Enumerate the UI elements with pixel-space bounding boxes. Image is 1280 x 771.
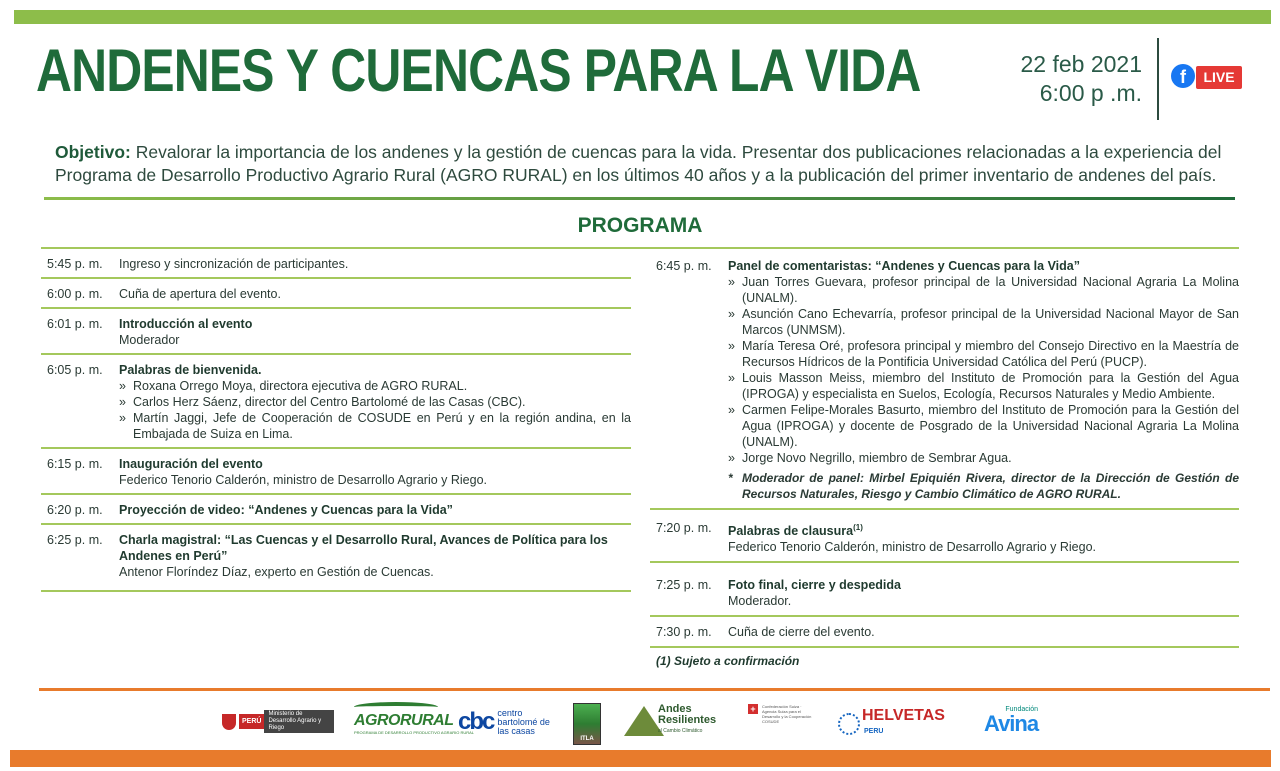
program-body: [119, 456, 631, 488]
andes-subtitle: al Cambio Climático: [658, 728, 703, 734]
program-heading-text: Inauguración del evento: [119, 457, 263, 471]
speaker-item: » Juan Torres Guevara, profesor principal de la Universidad Nacional Agraria La Molina (UNALM).: [728, 274, 1239, 306]
program-line: Moderador: [119, 333, 180, 347]
program-row: [41, 309, 631, 355]
program-body: [728, 577, 1239, 609]
program-line: Moderador.: [728, 594, 792, 609]
andes-resilientes-logo: [624, 704, 728, 737]
speaker-item: » Jorge Novo Negrillo, miembro de Sembrar Agua.: [728, 450, 1239, 466]
speaker-item: » Roxana Orrego Moya, directora ejecutiva de AGRO RURAL.: [119, 378, 631, 394]
program-row: [41, 355, 631, 449]
peru-shield-icon: [222, 714, 236, 730]
helvetas-country: PERU: [864, 728, 884, 735]
globe-icon: [838, 713, 860, 735]
program-heading-text: Charla magistral: “Las Cuencas y el Desarrollo Rural, Avances de Política para los Andenes en Perú”: [119, 533, 608, 563]
live-badge[interactable]: LIVE: [1196, 66, 1242, 89]
program-time: 6:15 p. m.: [47, 457, 103, 471]
program-heading: [728, 258, 1239, 274]
avina-name: Avina: [984, 711, 1039, 736]
event-time: 6:00 p .m.: [1039, 80, 1142, 106]
speaker-list: [119, 378, 631, 442]
program-heading: [119, 532, 631, 564]
event-date: 22 feb 2021: [1020, 51, 1142, 77]
bottom-orange-bar: [10, 750, 1271, 767]
objective-label: Objetivo:: [55, 142, 131, 162]
program-line: Cuña de apertura del evento.: [119, 287, 281, 301]
objective-paragraph: [55, 141, 1245, 187]
program-body: [119, 362, 631, 442]
itla-logo: [573, 703, 601, 745]
program-time: 7:30 p. m.: [656, 625, 712, 640]
program-body: [119, 256, 631, 272]
program-row: [41, 279, 631, 309]
program-line: Ingreso y sincronización de participantes.: [119, 257, 349, 271]
helvetas-text: [862, 708, 945, 740]
program-row: [41, 249, 631, 279]
cbc-mark: cbc: [458, 708, 494, 735]
program-heading-text: Panel de comentaristas: “Andenes y Cuencas para la Vida”: [728, 259, 1080, 273]
program-row: [650, 510, 1239, 563]
andes-text: [658, 704, 728, 737]
cbc-logo: [458, 708, 557, 736]
program-row: [650, 617, 1239, 648]
avina-fundacion: Fundación: [1005, 706, 1039, 713]
program-row: [41, 495, 631, 525]
program-heading: [119, 502, 631, 518]
program-line: Federico Tenorio Calderón, ministro de Desarrollo Agrario y Riego.: [119, 473, 487, 487]
agrorural-name: AGRORURAL: [354, 712, 454, 729]
program-heading: [728, 520, 1239, 539]
program-heading: [728, 577, 1239, 593]
facebook-icon[interactable]: f: [1171, 64, 1195, 88]
program-line: Cuña de cierre del evento.: [728, 625, 875, 640]
andes-name: Andes Resilientes: [658, 703, 717, 726]
cbc-text: centro bartolomé de las casas: [497, 707, 550, 736]
program-body: [119, 286, 631, 302]
top-green-bar: [14, 10, 1271, 24]
footnote-marker: (1): [853, 523, 863, 532]
helvetas-logo: [838, 708, 945, 740]
swiss-flag-icon: +: [748, 704, 758, 714]
speaker-item: » Carmen Felipe-Morales Basurto, miembro del Instituto de Promoción para la Gestión del Agua (IPROGA) y docente de Posgrado de la Universidad Nacional Agraria La Molina (UNALM).: [728, 402, 1239, 450]
program-left-column: [41, 249, 631, 592]
minagri-logo: [222, 710, 334, 733]
program-heading-text: Proyección de video: “Andenes y Cuencas para la Vida”: [119, 503, 453, 517]
program-row: [41, 449, 631, 495]
speaker-item: » Louis Masson Meiss, miembro del Instituto de Promoción para la Gestión del Agua (IPROGA) y especialista en Suelos, Ecología, Recursos Naturales y Medio Ambiente.: [728, 370, 1239, 402]
program-time: 6:00 p. m.: [47, 287, 103, 301]
program-body: [728, 258, 1239, 502]
event-datetime: [1020, 50, 1142, 108]
program-time: 6:01 p. m.: [47, 317, 103, 331]
program-heading: [119, 316, 631, 332]
program-heading: [119, 362, 631, 378]
moderator-note: * Moderador de panel: Mirbel Epiquién Rivera, director de la Dirección de Gestión de Recursos Naturales, Riesgo y Cambio Climático de AGRO RURAL.: [728, 470, 1239, 502]
program-body: [728, 624, 1239, 640]
cosude-logo: [748, 704, 814, 724]
program-body: [728, 520, 1239, 555]
program-time: 5:45 p. m.: [47, 257, 103, 271]
program-time: 7:25 p. m.: [656, 578, 712, 593]
footer-divider: [39, 688, 1270, 691]
program-line: Antenor Floríndez Díaz, experto en Gestión de Cuencas.: [119, 565, 434, 579]
program-heading-text: Palabras de clausura: [728, 524, 854, 539]
speaker-item: » Carlos Herz Sáenz, director del Centro Bartolomé de las Casas (CBC).: [119, 394, 631, 410]
objective-text: Revalorar la importancia de los andenes y la gestión de cuencas para la vida. Presentar dos publicaciones relacionadas a la experiencia del Programa de Desarrollo Productivo Agrario Rural (AGRO RURAL) en los últimos 40 años y a la publicación del primer inventario de andenes del país.: [55, 142, 1222, 185]
header-divider: [1157, 38, 1159, 120]
program-body: [119, 502, 631, 518]
program-heading-text: Palabras de bienvenida.: [119, 363, 262, 377]
agrorural-arc-icon: [354, 702, 438, 712]
program-time: 6:25 p. m.: [47, 533, 103, 547]
program-body: [119, 532, 631, 580]
speaker-list: [728, 274, 1239, 466]
program-body: [119, 316, 631, 348]
program-time: 7:20 p. m.: [656, 521, 712, 535]
cosude-text: Confederación Suiza · Agencia Suiza para el Desarrollo y la Cooperación COSUDE: [762, 704, 812, 724]
speaker-item: » Asunción Cano Echevarría, profesor principal de la Universidad Nacional Mayor de San Marcos (UNMSM).: [728, 306, 1239, 338]
program-heading-text: Introducción al evento: [119, 317, 253, 331]
sponsor-logos: [0, 700, 1280, 746]
program-heading-text: Foto final, cierre y despedida: [728, 578, 901, 593]
page-title: ANDENES Y CUENCAS PARA LA VIDA: [36, 37, 921, 104]
program-time: 6:05 p. m.: [47, 363, 103, 377]
program-row: [41, 525, 631, 592]
agrorural-subtitle: PROGRAMA DE DESARROLLO PRODUCTIVO AGRARIO RURAL: [354, 730, 475, 735]
objective-divider: [44, 197, 1235, 200]
helvetas-name: HELVETAS: [862, 707, 945, 724]
program-heading: [119, 456, 631, 472]
speaker-item: » María Teresa Oré, profesora principal y miembro del Consejo Directivo en la Maestría de Recursos Hídricos de la Pontificia Universidad Católica del Perú (PUCP).: [728, 338, 1239, 370]
program-line: Federico Tenorio Calderón, ministro de Desarrollo Agrario y Riego.: [728, 540, 1096, 555]
itla-label: ITLA: [580, 736, 594, 742]
program-right-column: [650, 249, 1239, 648]
program-time: 6:20 p. m.: [47, 503, 103, 517]
program-time: 6:45 p. m.: [656, 259, 712, 273]
peru-label: PERÚ: [239, 714, 264, 729]
program-row: [650, 563, 1239, 617]
ministerio-label: Ministerio de Desarrollo Agrario y Riego: [264, 710, 334, 733]
speaker-item: » Martín Jaggi, Jefe de Cooperación de COSUDE en Perú y en la región andina, en la Embajada de Suiza en Lima.: [119, 410, 631, 442]
footnote: (1) Sujeto a confirmación: [656, 654, 800, 668]
avina-logo: [984, 706, 1038, 735]
agrorural-logo: [354, 702, 474, 735]
program-title: PROGRAMA: [577, 214, 703, 237]
program-row: [650, 249, 1239, 510]
